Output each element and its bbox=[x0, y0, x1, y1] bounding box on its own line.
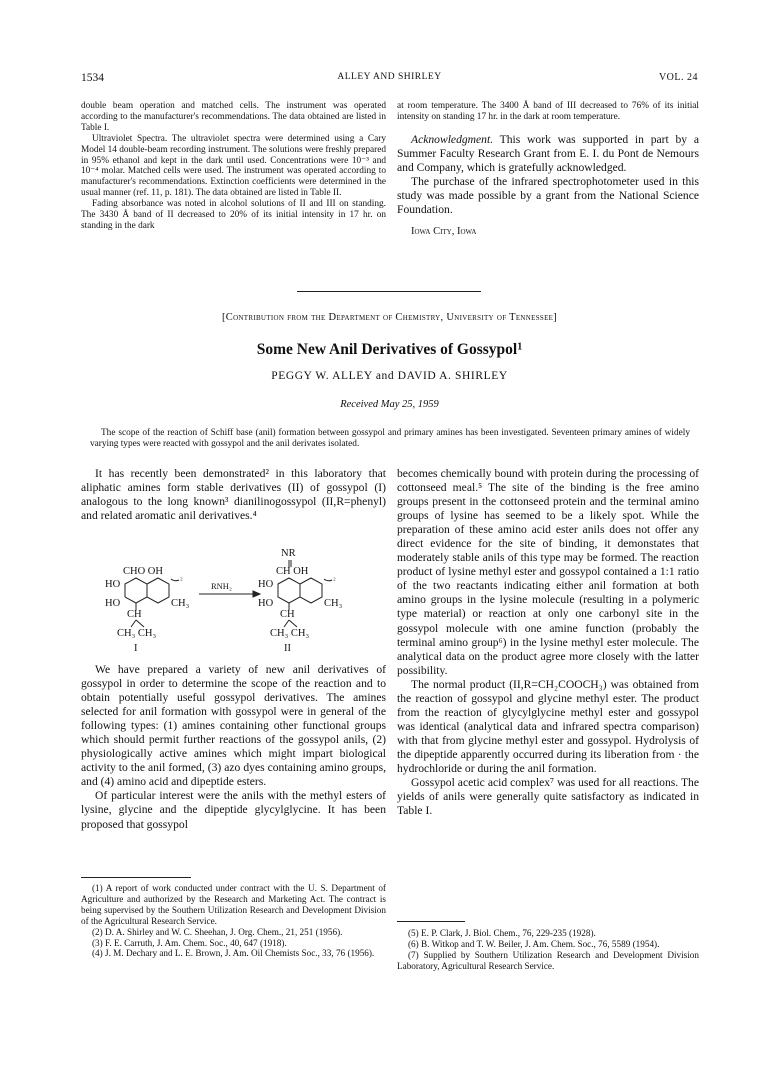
running-header bbox=[81, 72, 698, 88]
footnote-3: (3) F. E. Carruth, J. Am. Chem. Soc., 40, 647 (1918). bbox=[92, 937, 287, 948]
footnote-7: (7) Supplied by Southern Utilization Research and Development Division Laboratory, Agricultural Research Service. bbox=[397, 949, 699, 971]
c2-ch: CH bbox=[280, 609, 295, 620]
reaction-scheme bbox=[81, 548, 386, 660]
footnote-2: (2) D. A. Shirley and W. C. Sheehan, J. Org. Chem., 21, 251 (1956). bbox=[92, 926, 343, 937]
prev-article-right-column bbox=[397, 101, 699, 237]
footnotes-left bbox=[81, 883, 386, 959]
c2-top-label: CH OH bbox=[276, 566, 309, 577]
prev-paragraph-3: Fading absorbance was noted in alcohol solutions of II and III on standing. The 3430 Å band of II decreased to 20% of its initial intensity in 17 hr. on standing in the dark bbox=[81, 199, 386, 231]
c1-ch: CH bbox=[127, 609, 142, 620]
c1-top-label: CHO OH bbox=[123, 566, 163, 577]
received-date: Received May 25, 1959 bbox=[340, 399, 439, 410]
abstract: The scope of the reaction of Schiff base (anil) formation between gossypol and primary amines has been investigated. Seventeen primary amines of widely varying types were reacted with gossypol and the anil derivates isolated. bbox=[90, 428, 690, 449]
footnote-rule-left bbox=[81, 877, 191, 878]
c2-bottom-label: CH₃ CH₃ bbox=[270, 628, 310, 639]
c2-subscript: ₂ bbox=[333, 572, 336, 581]
prev-article-left-column bbox=[81, 101, 386, 232]
prev-right-paragraph: at room temperature. The 3400 Å band of III decreased to 76% of its initial intensity on standing 17 hr. in the dark at room temperature. bbox=[397, 101, 699, 122]
location-line: Iowa City, Iowa bbox=[411, 226, 477, 238]
compound-i-label: I bbox=[134, 643, 138, 654]
left-paragraph-1: It has recently been demonstrated² in this laboratory that aliphatic amines form stable derivatives (II) of gossypol (I) analogous to the long known³ dianilinogossypol (II,R=phenyl) and related aromatic anil derivatives.⁴ bbox=[81, 467, 386, 523]
footnote-6: (6) B. Witkop and T. W. Beiler, J. Am. Chem. Soc., 76, 5589 (1954). bbox=[408, 938, 660, 949]
article-right-column bbox=[397, 467, 699, 818]
c1-ch3: CH₃ bbox=[171, 598, 190, 609]
volume-label: VOL. 24 bbox=[658, 72, 698, 83]
acknowledgment-paragraph bbox=[397, 133, 699, 175]
c2-ch3: CH₃ bbox=[324, 598, 343, 609]
page-number: 1534 bbox=[81, 72, 104, 84]
compound-ii-label: II bbox=[284, 643, 291, 654]
right-paragraph-3: Gossypol acetic acid complex⁷ was used for all reactions. The yields of anils were generally quite satisfactory as indicated in Table I. bbox=[397, 776, 699, 818]
c1-ho-1: HO bbox=[105, 579, 121, 590]
footnote-rule-right bbox=[397, 921, 465, 922]
right-paragraph-1: becomes chemically bound with protein during the processing of cottonseed meal.⁵ The site of the binding is the free amino groups present in the cottonseed protein and the terminal amino groups of lysine has seemed to be a likely spot. While the preparation of these amino acid ester anils does not offer any direct evidence for the site of binding, it demonstates that moderately stable anils of this type may be formed. The reaction product of lysine methyl ester and gossypol contained a 1:1 ratio of the two reactants indicating either anil formation at both amino groups in the lysine molecule (resulting in a polymeric type material) or reaction at only one carbonyl site in the gossypol molecule with one amine function (probably the terminal amino group⁶) in the lysine methyl ester molecule. The analytical data on the product agree more closely with the latter possibility. bbox=[397, 467, 699, 677]
running-title: ALLEY AND SHIRLEY bbox=[337, 72, 442, 82]
contribution-line: [Contribution from the Department of Chemistry, University of Tennessee] bbox=[221, 312, 558, 323]
c1-ho-2: HO bbox=[105, 598, 121, 609]
acknowledgment-text: This work was supported in part by a Summer Faculty Research Grant from E. I. du Pont de Nemours and Company, which is gratefully acknowledged. bbox=[397, 132, 699, 174]
c1-bottom-label: CH₃ CH₃ bbox=[117, 628, 157, 639]
article-authors: PEGGY W. ALLEY and DAVID A. SHIRLEY bbox=[271, 370, 508, 382]
left-paragraph-3: Of particular interest were the anils with the methyl esters of lysine, glycine and the dipeptide glycylglycine. It has been proposed that gossypol bbox=[81, 789, 386, 831]
purchase-paragraph: The purchase of the infrared spectrophotometer used in this study was made possible by a grant from the National Science Foundation. bbox=[397, 174, 699, 217]
c2-ho-2: HO bbox=[258, 598, 274, 609]
separator-rule bbox=[297, 291, 481, 292]
c2-nr: NR bbox=[281, 548, 296, 559]
c1-subscript: ₂ bbox=[180, 572, 183, 581]
footnotes-right bbox=[397, 928, 699, 972]
arrow-label: RNH₂ bbox=[211, 581, 232, 591]
article-left-column bbox=[81, 467, 386, 523]
prev-paragraph-1: double beam operation and matched cells. The instrument was operated according to the manufacturer's recommendations. The data obtained are listed in Table I. bbox=[81, 101, 386, 133]
article-left-column-continued bbox=[81, 663, 386, 832]
title-footnote-mark: 1 bbox=[517, 341, 523, 353]
right-paragraph-2: The normal product (II,R=CH₂COOCH₃) was obtained from the reaction of gossypol and glycine methyl ester. The product from the reaction of glycylglycine methyl ester and gossypol was identical (analytical data and infrared spectra comparison) with that from glycine methyl ester and gossypol. Hydrolysis of the dipeptide apparently occurred during its liberation from · the hydrochloride or during the anil formation. bbox=[397, 677, 699, 775]
footnote-1: (1) A report of work conducted under contract with the U. S. Department of Agriculture and authorized by the Research and Marketing Act. The contract is being supervised by the Southern Utilization Research and Development Division of the Agricultural Research Service. bbox=[81, 883, 386, 926]
article-title bbox=[81, 341, 698, 359]
article-title-text: Some New Anil Derivatives of Gossypol bbox=[256, 341, 518, 358]
prev-paragraph-2: Ultraviolet Spectra. The ultraviolet spectra were determined using a Cary Model 14 double-beam recording instrument. The solutions were freshly prepared in 95% ethanol and kept in the dark until used. Concentrations were 10⁻³ and 10⁻⁴ molar. Matched cells were used. The instrument was operated according to manufacturer's recommendations. Extinction coefficients were determined in the usual manner (ref. 11, p. 181). The data obtained are listed in Table II. bbox=[81, 133, 386, 199]
footnote-5: (5) E. P. Clark, J. Biol. Chem., 76, 229-235 (1928). bbox=[408, 928, 596, 938]
acknowledgment-label: Acknowledgment. bbox=[411, 132, 494, 146]
left-paragraph-2: We have prepared a variety of new anil derivatives of gossypol in order to determine the scope of the reaction and to obtain potentially useful gossypol derivatives. The amines selected for anil formation with gossypol were in general of the following types: (1) amines containing other functional groups which should permit further reactions of the gossypol anils, (2) physiologically active amines which might impart biological activity to the anil formed, (3) azo dyes containing amino groups, and (4) amino acid and dipeptide esters. bbox=[81, 663, 386, 789]
reaction-arrow bbox=[199, 591, 260, 597]
c2-ho-1: HO bbox=[258, 579, 274, 590]
footnote-4: (4) J. M. Dechary and L. E. Brown, J. Am. Oil Chemists Soc., 33, 76 (1956). bbox=[92, 948, 375, 959]
